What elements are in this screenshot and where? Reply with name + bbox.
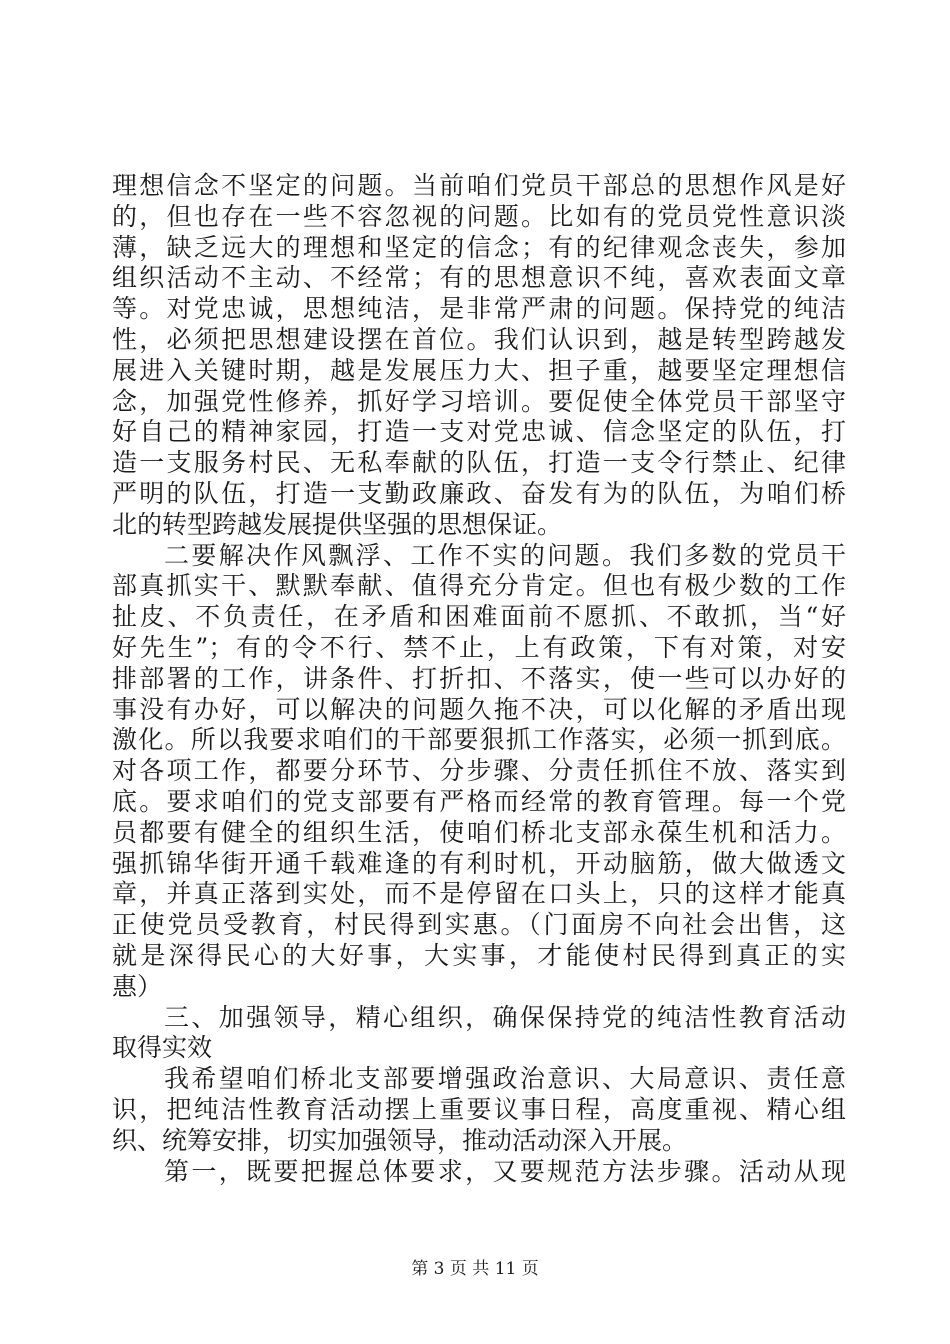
text-line: 展进入关键时期，越是发展压力大、担子重，越要坚定理想信 [112,355,846,385]
text-line: 严明的队伍，打造一支勤政廉政、奋发有为的队伍，为咱们桥 [112,478,846,508]
text-line: 事没有办好，可以解决的问题久拖不决，可以化解的矛盾出现 [112,694,846,724]
text-line: 第一，既要把握总体要求，又要规范方法步骤。活动从现 [164,1156,846,1186]
text-line: 章，并真正落到实处，而不是停留在口头上，只的这样才能真 [112,879,846,909]
text-line: 正使党员受教育，村民得到实惠。（门面房不向社会出售，这 [112,910,846,940]
text-line: 惠） [112,971,163,1001]
text-line: 激化。所以我要求咱们的干部要狠抓工作落实，必须一抓到底。 [112,725,846,755]
text-line: 强抓锦华街开通千载难逢的有利时机，开动脑筋，做大做透文 [112,848,846,878]
text-line: 底。要求咱们的党支部要有严格而经常的教育管理。每一个党 [112,786,846,816]
text-line: 员都要有健全的组织生活，使咱们桥北支部永葆生机和活力。 [112,817,846,847]
text-line: 理想信念不坚定的问题。当前咱们党员干部总的思想作风是好 [112,171,846,200]
text-line: 好先生”；有的令不行、禁不止，上有政策，下有对策，对安 [112,632,846,662]
text-line: 识，把纯洁性教育活动摆上重要议事日程，高度重视、精心组 [112,1094,846,1124]
text-line: 念，加强党性修养，抓好学习培训。要促使全体党员干部坚守 [112,386,846,416]
page-number-footer: 第 3 页 共 11 页 [411,1259,539,1279]
text-line: 二要解决作风飘浮、工作不实的问题。我们多数的党员干 [164,540,846,570]
text-line: 就是深得民心的大好事，大实事，才能使村民得到真正的实 [112,940,846,970]
text-line: 对各项工作，都要分环节、分步骤、分责任抓住不放、落实到 [112,756,846,786]
text-line: 造一支服务村民、无私奉献的队伍，打造一支令行禁止、纪律 [112,448,846,478]
text-line: 部真抓实干、默默奉献、值得充分肯定。但也有极少数的工作 [112,571,846,601]
text-line: 组织活动不主动、不经常；有的思想意识不纯，喜欢表面文章 [112,263,846,293]
text-line: 等。对党忠诚，思想纯洁，是非常严肃的问题。保持党的纯洁 [112,294,846,324]
text-line: 的，但也存在一些不容忽视的问题。比如有的党员党性意识淡 [112,201,846,231]
text-line: 性，必须把思想建设摆在首位。我们认识到，越是转型跨越发 [112,324,846,354]
body-text [112,171,846,1187]
text-line: 北的转型跨越发展提供坚强的思想保证。 [112,509,563,539]
text-line: 织、统筹安排，切实加强领导，推动活动深入开展。 [112,1125,688,1155]
text-line: 我希望咱们桥北支部要增强政治意识、大局意识、责任意 [164,1064,846,1094]
text-line: 扯皮、不负责任，在矛盾和困难面前不愿抓、不敢抓，当“好 [112,602,846,632]
text-line: 排部署的工作，讲条件、打折扣、不落实，使一些可以办好的 [112,663,846,693]
section-heading-line: 三、加强领导，精心组织，确保保持党的纯洁性教育活动 [164,1002,846,1032]
section-heading-line: 取得实效 [112,1033,213,1063]
text-line: 薄，缺乏远大的理想和坚定的信念；有的纪律观念丧失，参加 [112,232,846,262]
text-line: 好自己的精神家园，打造一支对党忠诚、信念坚定的队伍，打 [112,417,846,447]
